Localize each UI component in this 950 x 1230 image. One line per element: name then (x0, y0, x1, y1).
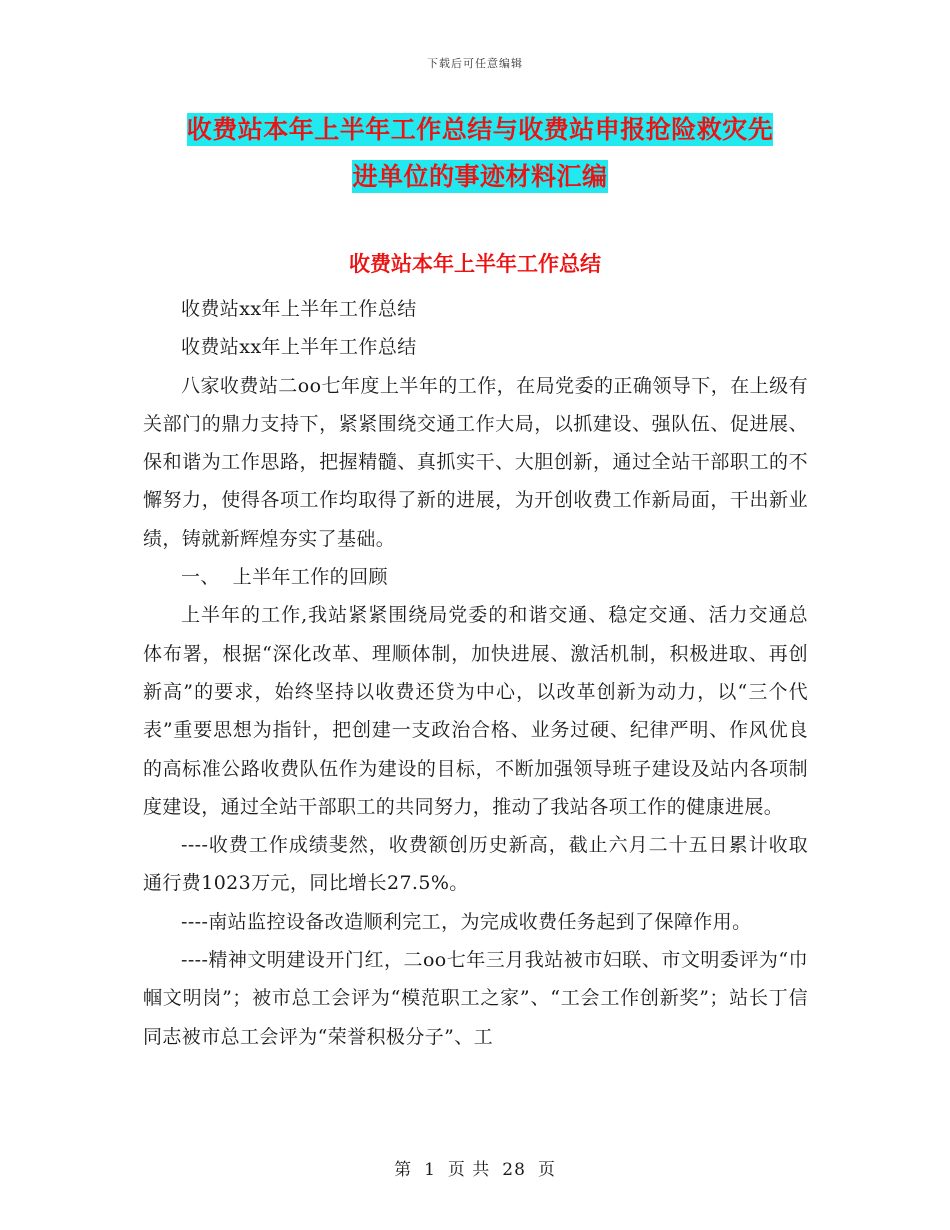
section-heading: 一、 上半年工作的回顾 (181, 566, 388, 589)
section-title: 收费站本年上半年工作总结 (349, 252, 601, 276)
page-middle: 页 共 (447, 1160, 491, 1180)
paragraph: ----精神文明建设开门红，二oo七年三月我站被市妇联、市文明委评为“巾帼文明岗”；被市总工会评为“模范职工之家”、“工会工作创新奖”；站长丁信同志被市总工会评为“荣誉积极分子”、工 (143, 949, 808, 1048)
document-title (140, 106, 820, 200)
title-line-1: 收费站本年上半年工作总结与收费站申报抢险救灾先 (186, 115, 774, 144)
paragraph: 收费站xx年上半年工作总结 (181, 336, 417, 359)
page-suffix: 页 (537, 1160, 556, 1180)
title-line-2: 进单位的事迹材料汇编 (352, 162, 608, 191)
paragraph: ----南站监控设备改造顺利完工，为完成收费任务起到了保障作用。 (181, 910, 752, 933)
document-body (143, 290, 808, 1056)
page-prefix: 第 (394, 1160, 413, 1180)
page-footer (0, 1155, 950, 1180)
paragraph: 收费站xx年上半年工作总结 (181, 298, 417, 320)
page-number: 1 (424, 1160, 436, 1180)
paragraph: ----收费工作成绩斐然，收费额创历史新高，截止六月二十五日累计收取通行费1023万元，同比增长27.5%。 (143, 834, 808, 895)
header-note: 下载后可任意编辑 (427, 57, 523, 70)
paragraph: 上半年的工作,我站紧紧围绕局党委的和谐交通、稳定交通、活力交通总体布署，根据“深化改革、理顺体制，加快进展、激活机制，积极进取、再创新高”的要求，始终坚持以收费还贷为中心，以改革创新为动力，以“三个代表”重要思想为指针，把创建一支政治合格、业务过硬、纪律严明、作风优良的高标准公路收费队伍作为建设的目标，不断加强领导班子建设及站内各项制度建设，通过全站干部职工的共同努力，推动了我站各项工作的健康进展。 (143, 604, 808, 818)
total-pages: 28 (502, 1160, 526, 1180)
paragraph: 八家收费站二oo七年度上半年的工作，在局党委的正确领导下，在上级有关部门的鼎力支持下，紧紧围绕交通工作大局，以抓建设、强队伍、促进展、保和谐为工作思路，把握精髓、真抓实干、大胆创新，通过全站干部职工的不懈努力，使得各项工作均取得了新的进展，为开创收费工作新局面，干出新业绩，铸就新辉煌夯实了基础。 (143, 374, 808, 550)
